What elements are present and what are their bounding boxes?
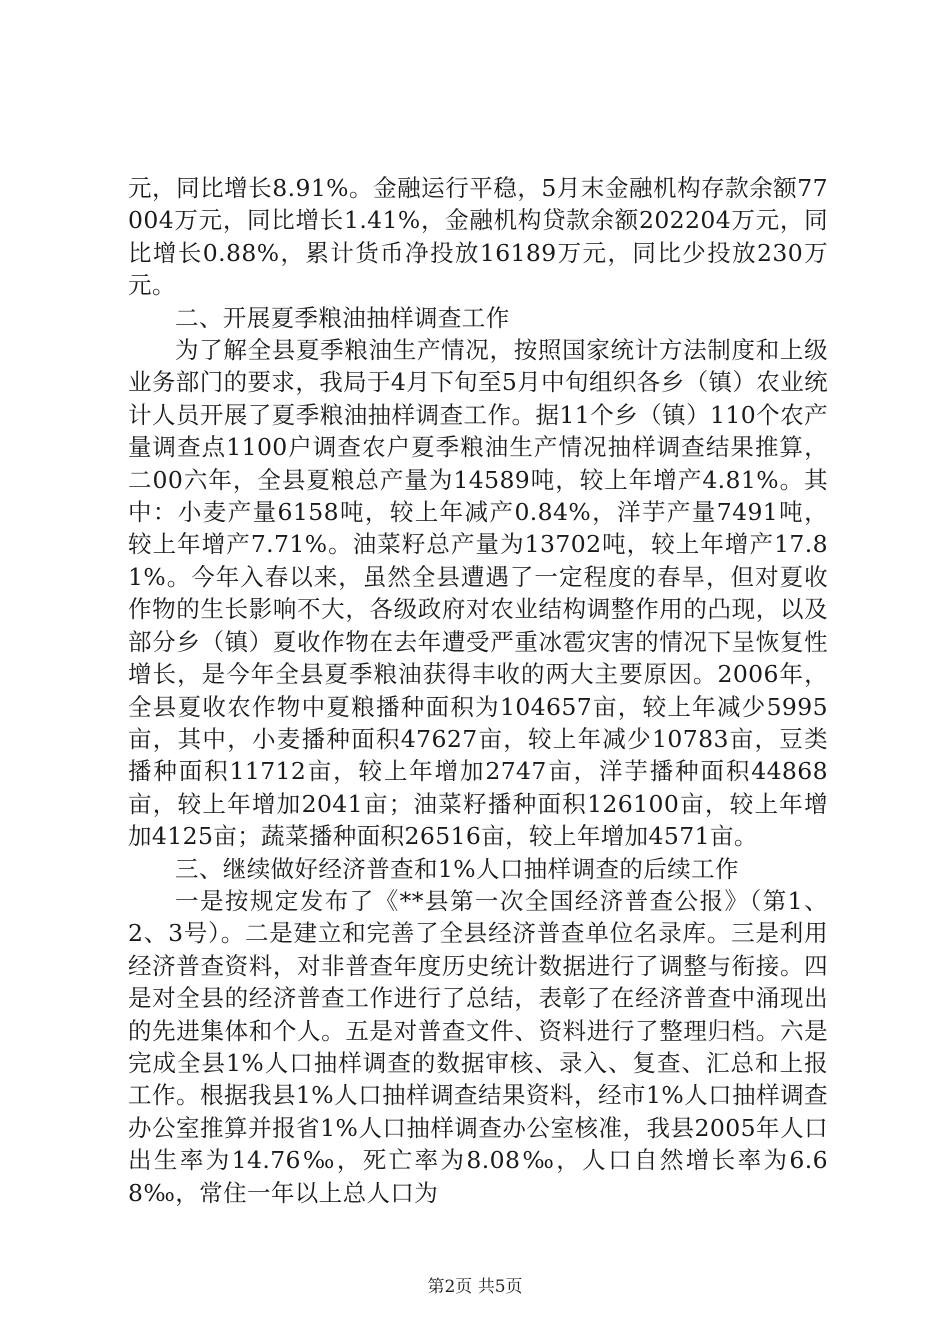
section-heading-census-followup: 三、继续做好经济普查和1%人口抽样调查的后续工作	[175, 854, 739, 883]
paragraph-census-followup: 一是按规定发布了《**县第一次全国经济普查公报》（第1、2、3号）。二是建立和完善了全县经济普查单位名录库。三是利用经济普查资料，对非普查年度历史统计数据进行了调整与衔接。四是对全县的经济普查工作进行了总结，表彰了在经济普查中涌现出的先进集体和个人。五是对普查文件、资料进行了整理归档。六是完成全县1%人口抽样调查的数据审核、录入、复查、汇总和上报工作。根据我县1%人口抽样调查结果资料，经市1%人口抽样调查办公室推算并报省1%人口抽样调查办公室核准，我县2005年人口出生率为14.76‰，死亡率为8.08‰，人口自然增长率为6.68‰，常住一年以上总人口为	[128, 886, 828, 1207]
page-number-footer: 第2页 共5页	[427, 1277, 523, 1297]
paragraph-summer-grain-survey: 为了解全县夏季粮油生产情况，按照国家统计方法制度和上级业务部门的要求，我局于4月下旬至5月中旬组织各乡（镇）农业统计人员开展了夏季粮油抽样调查工作。据11个乡（镇）110个农产量调查点1100户调查农户夏季粮油生产情况抽样调查结果推算，二00六年，全县夏粮总产量为14589吨，较上年增产4.81%。其中：小麦产量6158吨，较上年减产0.84%，洋芋产量7491吨，较上年增产7.71%。油菜籽总产量为13702吨，较上年增产17.81%。今年入春以来，虽然全县遭遇了一定程度的春旱，但对夏收作物的生长影响不大，各级政府对农业结构调整作用的凸现，以及部分乡（镇）夏收作物在去年遭受严重冰雹灾害的情况下呈恢复性增长，是今年全县夏季粮油获得丰收的两大主要原因。2006年，全县夏收农作物中夏粮播种面积为104657亩，较上年减少5995亩，其中，小麦播种面积47627亩，较上年减少10783亩，豆类播种面积11712亩，较上年增加2747亩，洋芋播种面积44868亩，较上年增加2041亩；油菜籽播种面积126100亩，较上年增加4125亩；蔬菜播种面积26516亩，较上年增加4571亩。	[128, 336, 828, 851]
document-body	[128, 172, 828, 1209]
paragraph-financial-summary: 元，同比增长8.91%。金融运行平稳，5月末金融机构存款余额77004万元，同比增长1.41%，金融机构贷款余额202204万元，同比增长0.88%，累计货币净投放16189万元，同比少投放230万元。	[128, 174, 828, 300]
section-heading-summer-grain-survey: 二、开展夏季粮油抽样调查工作	[175, 303, 510, 332]
